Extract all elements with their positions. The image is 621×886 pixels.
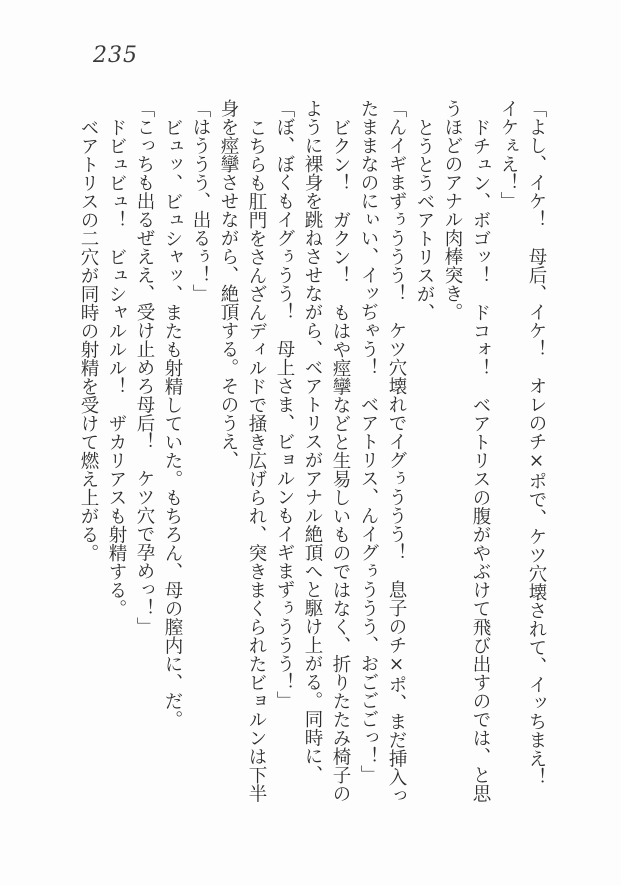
text-line-3: ドチュン、ボゴッ！ ドコォ！ ベアトリスの腹がやぶけて飛び出すのでは、と思: [470, 117, 491, 802]
text-line-15: 「こっちも出るぜええ、受け止めろ母后！ ケツ穴で孕めっ！」: [134, 99, 155, 636]
text-line-12: 身を痙攣させながら、絶頂する。そのうえ、: [218, 99, 239, 469]
text-line-1: 「よし、イケ！ 母后、イケ！ オレのチ×ポで、ケツ穴壊されて、イッちまえ！: [526, 99, 547, 786]
text-line-10: 「ぼ、ぼくもイグぅうう！ 母上さま、ビョルンもイギまずぅううう！」: [274, 99, 295, 710]
text-line-14: ビュッ、ビュシャッ、またも射精していた。もちろん、母の膣内に、だ。: [162, 117, 183, 728]
text-line-11: こちらも肛門をさんざんディルドで掻き広げられ、突きまくられたビョルンは下半: [246, 117, 267, 802]
text-line-6: 「んイギまずぅううう！ ケツ穴壊れでイグぅううう！ 息子のチ×ポ、まだ挿入っ: [386, 99, 407, 805]
body-text: [74, 99, 550, 805]
text-line-17: ベアトリスの二穴が同時の射精を受けて燃え上がる。: [78, 117, 99, 562]
text-line-7: たままなのにぃい、イッぢゃう！ ベアトリス、んイグぅううう、おごごごっ！」: [358, 99, 379, 784]
text-line-9: ように裸身を跳ねさせながら、ベアトリスがアナル絶頂へと駆け上がる。同時に、: [302, 99, 323, 784]
text-line-8: ビクン！ ガクン！ もはや痙攣などと生易しいものではなく、折りたたみ椅子の: [330, 117, 351, 802]
text-line-5: とうとうベアトリスが、: [414, 117, 435, 321]
text-line-16: ドビュビュ！ ビュシャルルル！ ザカリアスも射精する。: [106, 117, 127, 617]
text-line-13: 「はううう、出るぅ！」: [190, 99, 211, 303]
text-line-2: イケぇえ！」: [498, 99, 519, 210]
text-line-4: うほどのアナル肉棒突き。: [442, 99, 463, 321]
page-number: 235: [93, 43, 138, 68]
